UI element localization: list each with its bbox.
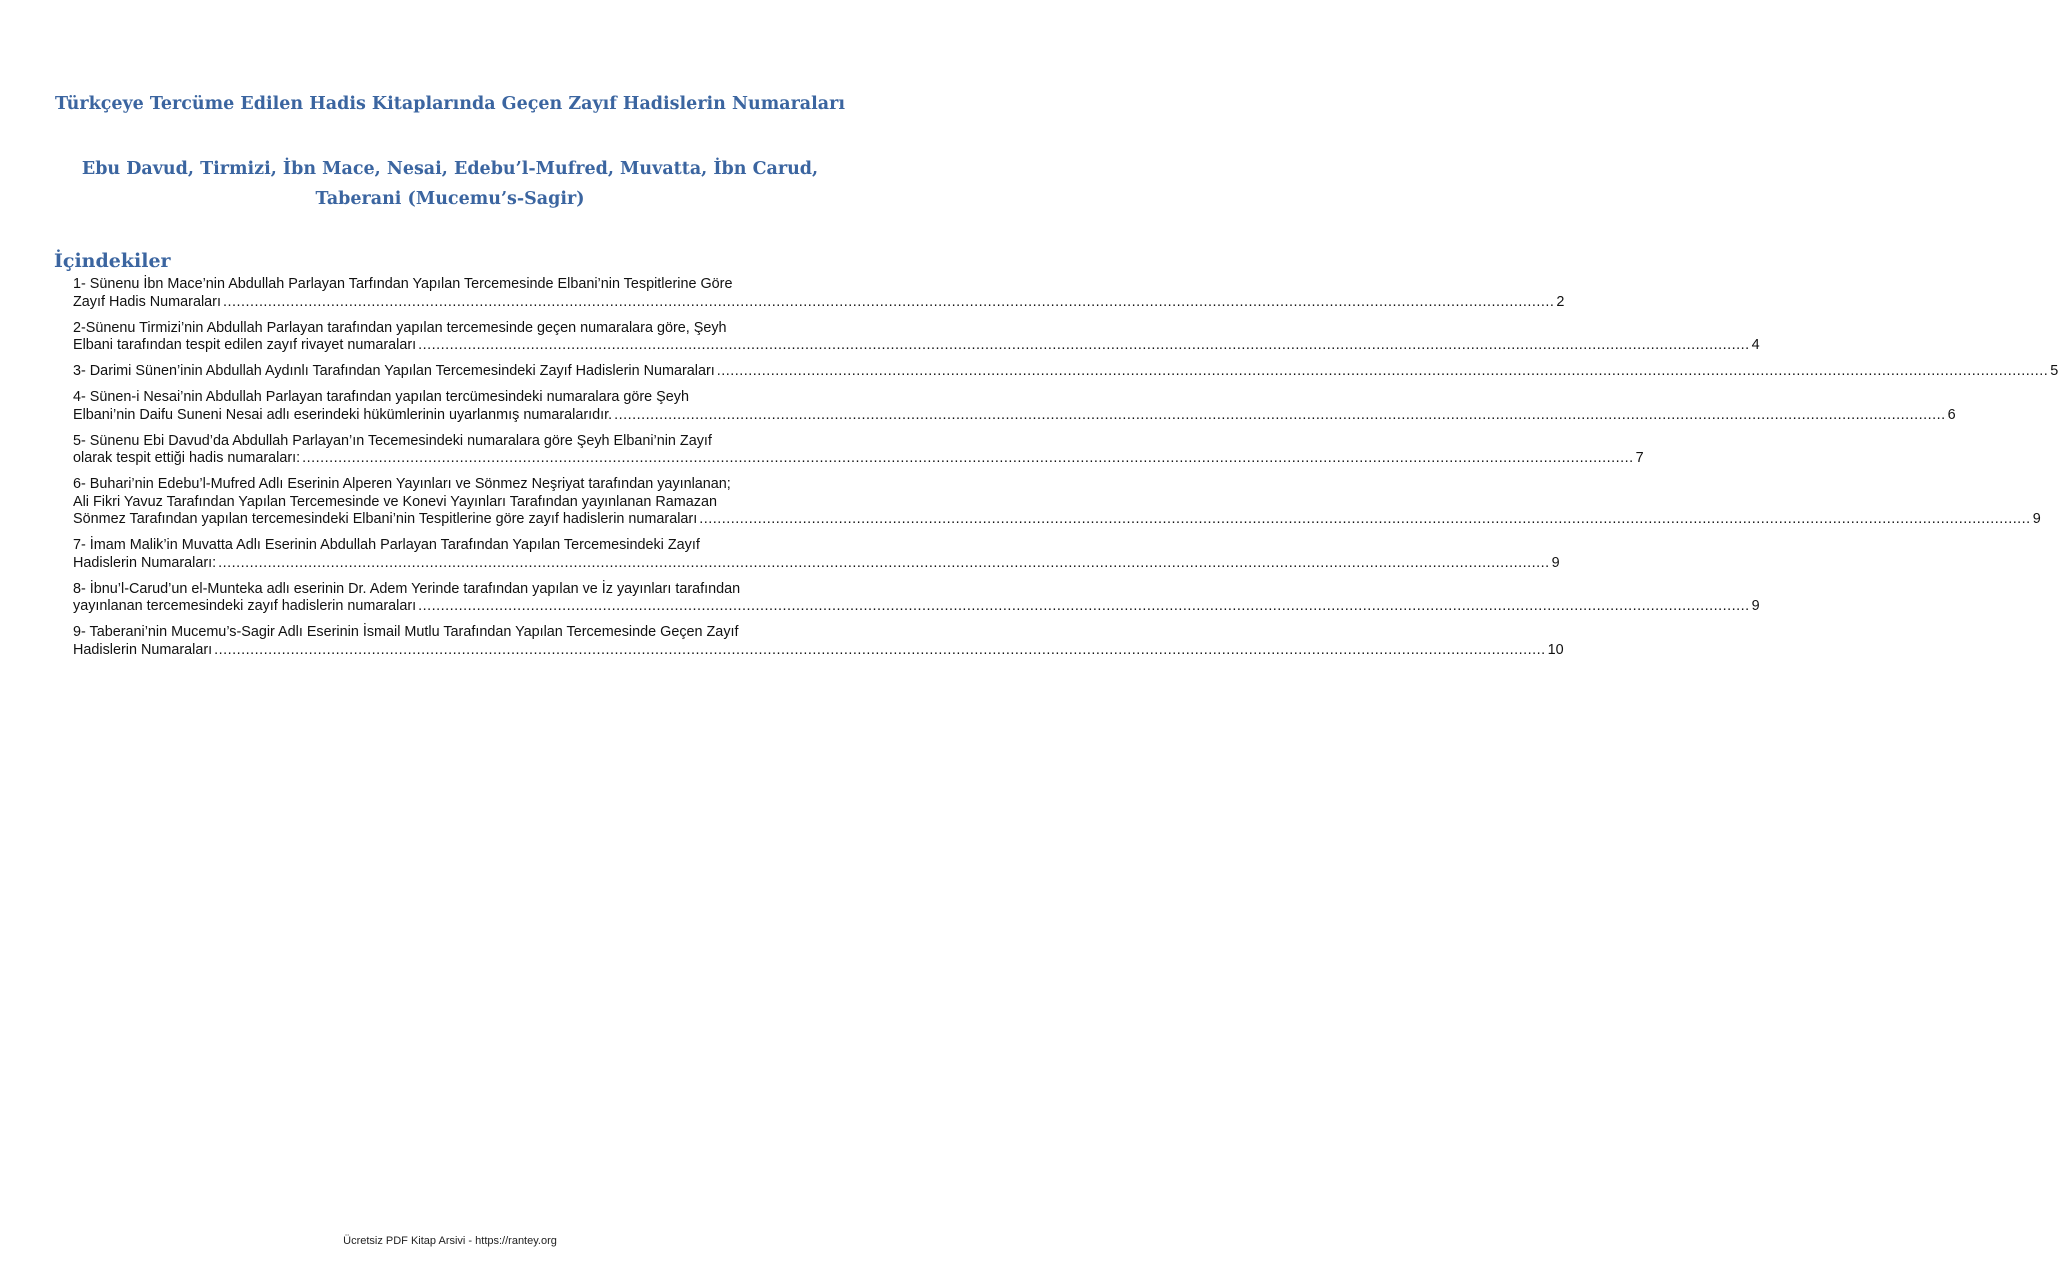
toc-entry-leader-line xyxy=(73,641,1564,660)
dot-leader xyxy=(214,642,1545,660)
toc-entry-4[interactable] xyxy=(73,389,1956,424)
toc-entry-line: 2-Sünenu Tirmizi’nin Abdullah Parlayan tarafından yapılan tercemesinde geçen numaralara göre, Şeyh xyxy=(73,319,727,336)
dot-leader xyxy=(614,407,1945,425)
toc-entry-title: Sönmez Tarafından yapılan tercemesindeki Elbani’nin Tespitlerine göre zayıf hadislerin numaraları xyxy=(73,511,698,527)
toc-entry-1[interactable] xyxy=(73,276,1565,311)
toc-page-number: 7 xyxy=(1635,450,1644,466)
toc-page-number: 2 xyxy=(1556,293,1565,310)
dot-leader xyxy=(223,294,1554,312)
toc-heading: İçindekiler xyxy=(54,250,171,272)
dot-leader xyxy=(218,555,1549,573)
toc-entry-8[interactable] xyxy=(73,580,1760,616)
toc-page-number: 9 xyxy=(2032,511,2041,527)
document-title: Türkçeye Tercüme Edilen Hadis Kitaplarında Geçen Zayıf Hadislerin Numaraları xyxy=(54,94,845,114)
toc-entry-title: Elbani’nin Daifu Suneni Nesai adlı eserindeki hükümlerinin uyarlanmış numaralarıdır. xyxy=(73,406,613,423)
toc-entry-6[interactable] xyxy=(73,476,2041,529)
toc-page-number: 6 xyxy=(1947,406,1956,423)
toc-page-number: 10 xyxy=(1547,641,1564,658)
toc-entry-title: olarak tespit ettiği hadis numaraları: xyxy=(73,450,301,466)
dot-leader xyxy=(302,450,1633,468)
document-subtitle xyxy=(0,154,900,214)
toc-entry-title: Zayıf Hadis Numaraları xyxy=(73,293,221,310)
toc-entry-line: 8- İbnu’l-Carud’un el-Munteka adlı eserinin Dr. Adem Yerinde tarafından yapılan ve İz yayınları tarafından xyxy=(73,580,741,597)
toc-entry-title: Hadislerin Numaraları: xyxy=(73,554,217,571)
table-of-contents xyxy=(73,276,2058,668)
toc-entry-3[interactable] xyxy=(73,363,2058,381)
toc-entry-7[interactable] xyxy=(73,537,1560,572)
toc-entry-title: Hadislerin Numaraları xyxy=(73,641,213,658)
subtitle-line-1: Ebu Davud, Tirmizi, İbn Mace, Nesai, Edebu’l-Mufred, Muvatta, İbn Carud, xyxy=(81,159,819,179)
toc-entry-line: 6- Buhari’nin Edebu’l-Mufred Adlı Eserinin Alperen Yayınları ve Sönmez Neşriyat tarafından yayınlanan; xyxy=(73,476,731,492)
toc-entry-line: Ali Fikri Yavuz Tarafından Yapılan Tercemesinde ve Konevi Yayınları Tarafından yayınlanan Ramazan xyxy=(73,493,717,510)
toc-entry-leader-line xyxy=(73,450,1644,468)
toc-entry-9[interactable] xyxy=(73,624,1564,659)
toc-entry-leader-line xyxy=(73,511,2041,529)
toc-entry-title: yayınlanan tercemesindeki zayıf hadislerin numaraları xyxy=(73,598,417,614)
dot-leader xyxy=(699,511,2030,529)
toc-entry-leader-line xyxy=(73,554,1560,573)
toc-entry-leader-line xyxy=(73,598,1760,616)
toc-entry-line: 9- Taberani’nin Mucemu’s-Sagir Adlı Eserinin İsmail Mutlu Tarafından Yapılan Tercemesinde Geçen Zayıf xyxy=(73,624,739,640)
toc-page-number: 9 xyxy=(1551,554,1560,571)
toc-entry-5[interactable] xyxy=(73,432,1644,468)
toc-page-number: 5 xyxy=(2050,363,2058,379)
footer-text: Ücretsiz PDF Kitap Arsivi - https://rantey.org xyxy=(343,1235,557,1247)
toc-entry-leader-line xyxy=(73,363,2058,381)
subtitle-line-2: Taberani (Mucemu’s-Sagir) xyxy=(315,189,585,209)
toc-entry-line: 5- Sünenu Ebi Davud’da Abdullah Parlayan’ın Tecemesindeki numaralara göre Şeyh Elbani’nin Zayıf xyxy=(73,432,712,449)
toc-entry-leader-line xyxy=(73,293,1565,312)
toc-entry-line: 4- Sünen-i Nesai’nin Abdullah Parlayan tarafından yapılan tercümesindeki numaralara göre Şeyh xyxy=(73,389,689,405)
dot-leader xyxy=(418,337,1749,355)
toc-entry-2[interactable] xyxy=(73,319,1760,355)
toc-entry-line: 1- Sünenu İbn Mace’nin Abdullah Parlayan Tarfından Yapılan Tercemesinde Elbani’nin Tespitlerine Göre xyxy=(73,276,733,292)
toc-entry-leader-line xyxy=(73,406,1956,425)
toc-entry-title: 3- Darimi Sünen’inin Abdullah Aydınlı Tarafından Yapılan Tercemesindeki Zayıf Hadislerin Numaraları xyxy=(73,363,715,379)
toc-page-number: 4 xyxy=(1751,337,1760,353)
toc-entry-line: 7- İmam Malik’in Muvatta Adlı Eserinin Abdullah Parlayan Tarafından Yapılan Tercemesindeki Zayıf xyxy=(73,537,700,553)
toc-entry-title: Elbani tarafından tespit edilen zayıf rivayet numaraları xyxy=(73,337,417,353)
dot-leader xyxy=(418,598,1749,616)
dot-leader xyxy=(717,363,2048,381)
toc-entry-leader-line xyxy=(73,337,1760,355)
toc-page-number: 9 xyxy=(1751,598,1760,614)
